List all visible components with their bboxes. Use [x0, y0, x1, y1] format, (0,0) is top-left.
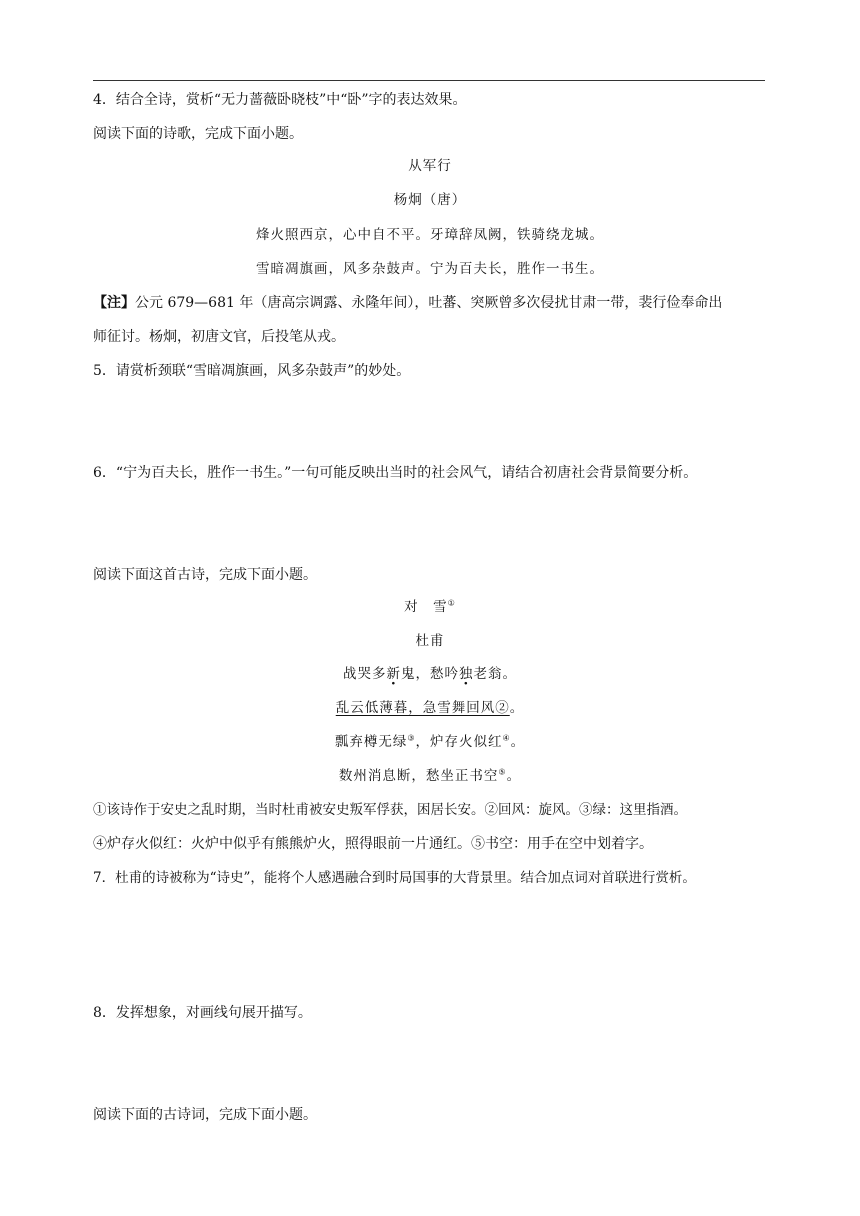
poem2-line-1 [0, 665, 860, 683]
question-7: 7．杜甫的诗被称为“诗史”，能将个人感遇融合到时局国事的大背景里。结合加点词对首联进行赏析。 [93, 870, 696, 886]
reading-instruction-2: 阅读下面这首古诗，完成下面小题。 [93, 567, 317, 583]
header-rule [93, 80, 765, 81]
emphasis-dot-word: 独 [459, 666, 474, 682]
reading-instruction-1: 阅读下面的诗歌，完成下面小题。 [93, 126, 303, 142]
poem2-line-3-part: ，炉存火似红 [415, 734, 503, 750]
poem2-line-1-part: 老翁。 [473, 666, 517, 682]
poem2-line-3-part: 瓢弃樽无绿 [334, 734, 408, 750]
poem2-line-1-part: 战哭多 [343, 666, 387, 682]
poem2-line-3-part: 。 [510, 734, 526, 750]
poem2-line-2 [0, 699, 860, 717]
note-tag: 【注】 [93, 295, 135, 311]
emphasis-dot-word: 新 [386, 666, 401, 682]
poem2-note-line-2: ④炉存火似红：火炉中似乎有熊熊炉火，照得眼前一片通红。⑤书空：用手在空中划着字。 [93, 836, 653, 852]
poem1-author: 杨炯（唐） [393, 192, 467, 208]
poem2-title-text: 对 雪 [404, 599, 448, 615]
footnote-mark: ⑤ [498, 767, 507, 777]
poem2-line-4-part: 。 [506, 768, 522, 784]
poem2-line-3 [0, 733, 860, 751]
footnote-mark: ① [447, 598, 456, 608]
poem2-line-4 [0, 767, 860, 785]
poem1-title: 从军行 [408, 158, 452, 174]
question-6: 6．“宁为百夫长，胜作一书生。”一句可能反映出当时的社会风气，请结合初唐社会背景简要分析。 [93, 465, 698, 481]
footnote-mark: ③ [407, 733, 416, 743]
question-4: 4．结合全诗，赏析“无力蔷薇卧晓枝”中“卧”字的表达效果。 [93, 92, 467, 108]
underlined-line: 乱云低薄暮，急雪舞回风② [335, 700, 510, 716]
poem2-line-1-part: 鬼，愁吟 [401, 666, 459, 682]
poem2-note-line-1: ①该诗作于安史之乱时期，当时杜甫被安史叛军俘获，困居长安。②回风：旋风。③绿：这里指酒。 [93, 802, 687, 818]
poem1-note-line-2: 师征讨。杨炯，初唐文官，后投笔从戎。 [93, 329, 345, 345]
reading-instruction-3: 阅读下面的古诗词，完成下面小题。 [93, 1107, 317, 1123]
question-8: 8．发挥想象，对画线句展开描写。 [93, 1005, 312, 1021]
footnote-mark: ④ [502, 733, 511, 743]
poem1-note-line-1 [93, 294, 722, 312]
question-5: 5．请赏析颈联“雪暗凋旗画，风多杂鼓声”的妙处。 [93, 363, 411, 379]
poem1-line-2: 雪暗凋旗画，风多杂鼓声。宁为百夫长，胜作一书生。 [256, 261, 604, 277]
poem2-title [0, 598, 860, 616]
note-text: 公元 679—681 年（唐高宗调露、永隆年间），吐蕃、突厥曾多次侵扰甘肃一带，裴行俭奉命出 [135, 295, 723, 311]
poem2-line-4-part: 数州消息断，愁坐正书空 [338, 768, 499, 784]
poem2-author: 杜甫 [415, 633, 445, 649]
poem2-line-2-end: 。 [509, 700, 525, 716]
poem1-line-1: 烽火照西京，心中自不平。牙璋辞凤阙，铁骑绕龙城。 [256, 227, 604, 243]
